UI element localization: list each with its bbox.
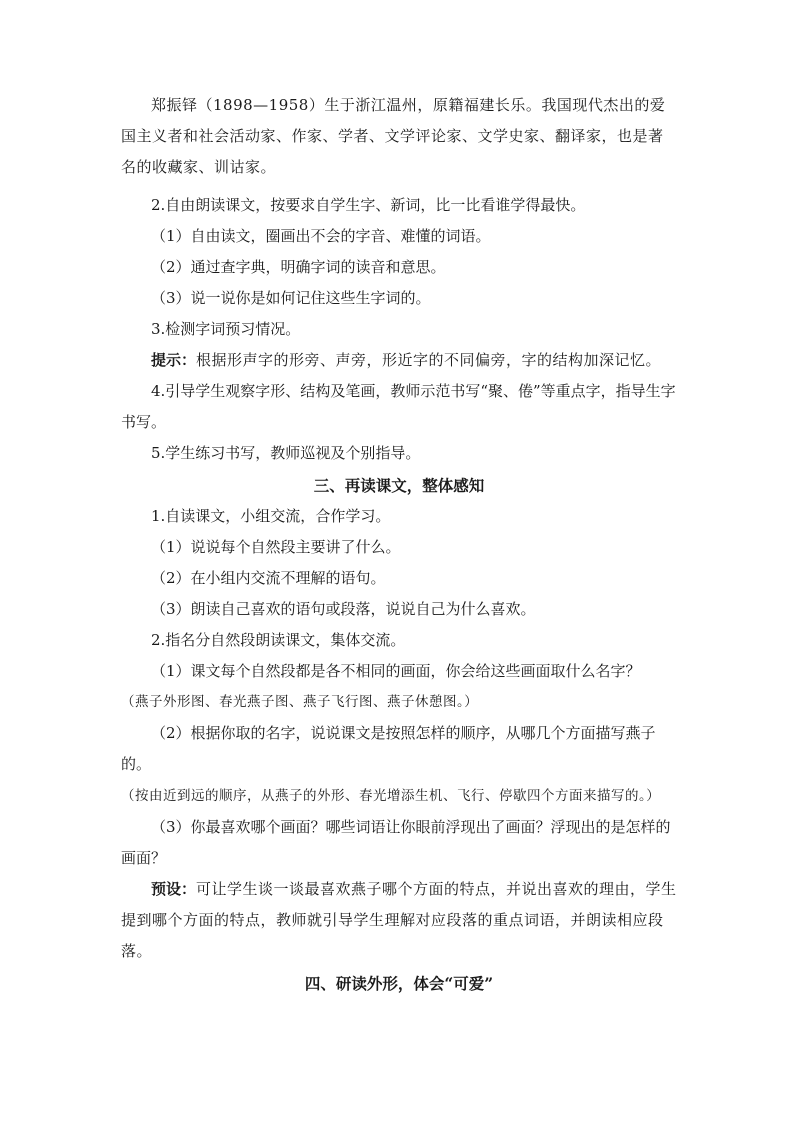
s3-step-2: 2.指名分自然段朗读课文，集体交流。 (151, 631, 406, 649)
s3-question-2 (121, 718, 677, 812)
step-2-sub-1: （1）自由读文，圈画出不会的字音、难懂的词语。 (151, 227, 491, 245)
section-4-heading: 四、研读外形，体会“可爱” (304, 974, 494, 993)
step-2-sub-3: （3）说一说你是如何记住这些生字词的。 (151, 289, 431, 307)
section-appearance-study (121, 968, 677, 999)
author-bio (121, 90, 677, 183)
s3-step-1-sub-1: （1）说说每个自然段主要讲了什么。 (151, 538, 401, 556)
tip-text: 根据形声字的形旁、声旁，形近字的不同偏旁，字的结构加深记忆。 (196, 351, 662, 369)
s3-step-1-sub-2: （2）在小组内交流不理解的语句。 (151, 569, 386, 587)
s3-step-1-sub-3: （3）朗读自己喜欢的语句或段落，说说自己为什么喜欢。 (151, 600, 536, 618)
s3-question-1: （1）课文每个自然段都是各不相同的画面，你会给这些画面取什么名字？ (151, 662, 641, 680)
tip-label: 提示： (151, 351, 197, 369)
section-self-study (121, 190, 677, 469)
author-bio-paragraph: 郑振铎（1898—1958）生于浙江温州，原籍福建长乐。我国现代杰出的爱国主义者和社会活动家、作家、学者、文学评论家、文学史家、翻译家，也是著名的收藏家、训诂家。 (121, 96, 666, 176)
preset-paragraph (121, 874, 677, 967)
step-5-practice: 5.学生练习书写，教师巡视及个别指导。 (151, 444, 421, 462)
step-2-free-reading: 2.自由朗读课文，按要求自学生字、新词，比一比看谁学得最快。 (151, 196, 586, 214)
s3-answer-1: （燕子外形图、春光燕子图、燕子飞行图、燕子休憩图。） (121, 694, 479, 710)
s3-step-1: 1.自读课文，小组交流，合作学习。 (151, 507, 391, 525)
preset-text: 可让学生谈一谈最喜欢燕子哪个方面的特点，并说出喜欢的理由，学生提到哪个方面的特点，教师就引导学生理解对应段落的重点词语，并朗读相应段落。 (121, 880, 677, 960)
step-4-writing-guide: 4.引导学生观察字形、结构及笔画，教师示范书写“聚、倦”等重点字，指导生字书写。 (121, 382, 676, 431)
tip-paragraph (121, 345, 677, 376)
section-3-heading: 三、再读课文，整体感知 (313, 476, 485, 495)
step-2-sub-2: （2）通过查字典，明确字词的读音和意思。 (151, 258, 446, 276)
s3-answer-2: （按由近到远的顺序，从燕子的外形、春光增添生机、飞行、停歇四个方面来描写的。） (121, 788, 661, 804)
s3-question-3: （3）你最喜欢哪个画面？哪些词语让你眼前浮现出了画面？浮现出的是怎样的画面？ (121, 818, 671, 867)
section-overall-perception (121, 470, 677, 967)
preset-label: 预设： (151, 880, 197, 898)
step-3-check: 3.检测字词预习情况。 (151, 320, 301, 338)
s3-question-2-text: （2）根据你取的名字，说说课文是按照怎样的顺序，从哪几个方面描写燕子的。 (121, 724, 656, 773)
